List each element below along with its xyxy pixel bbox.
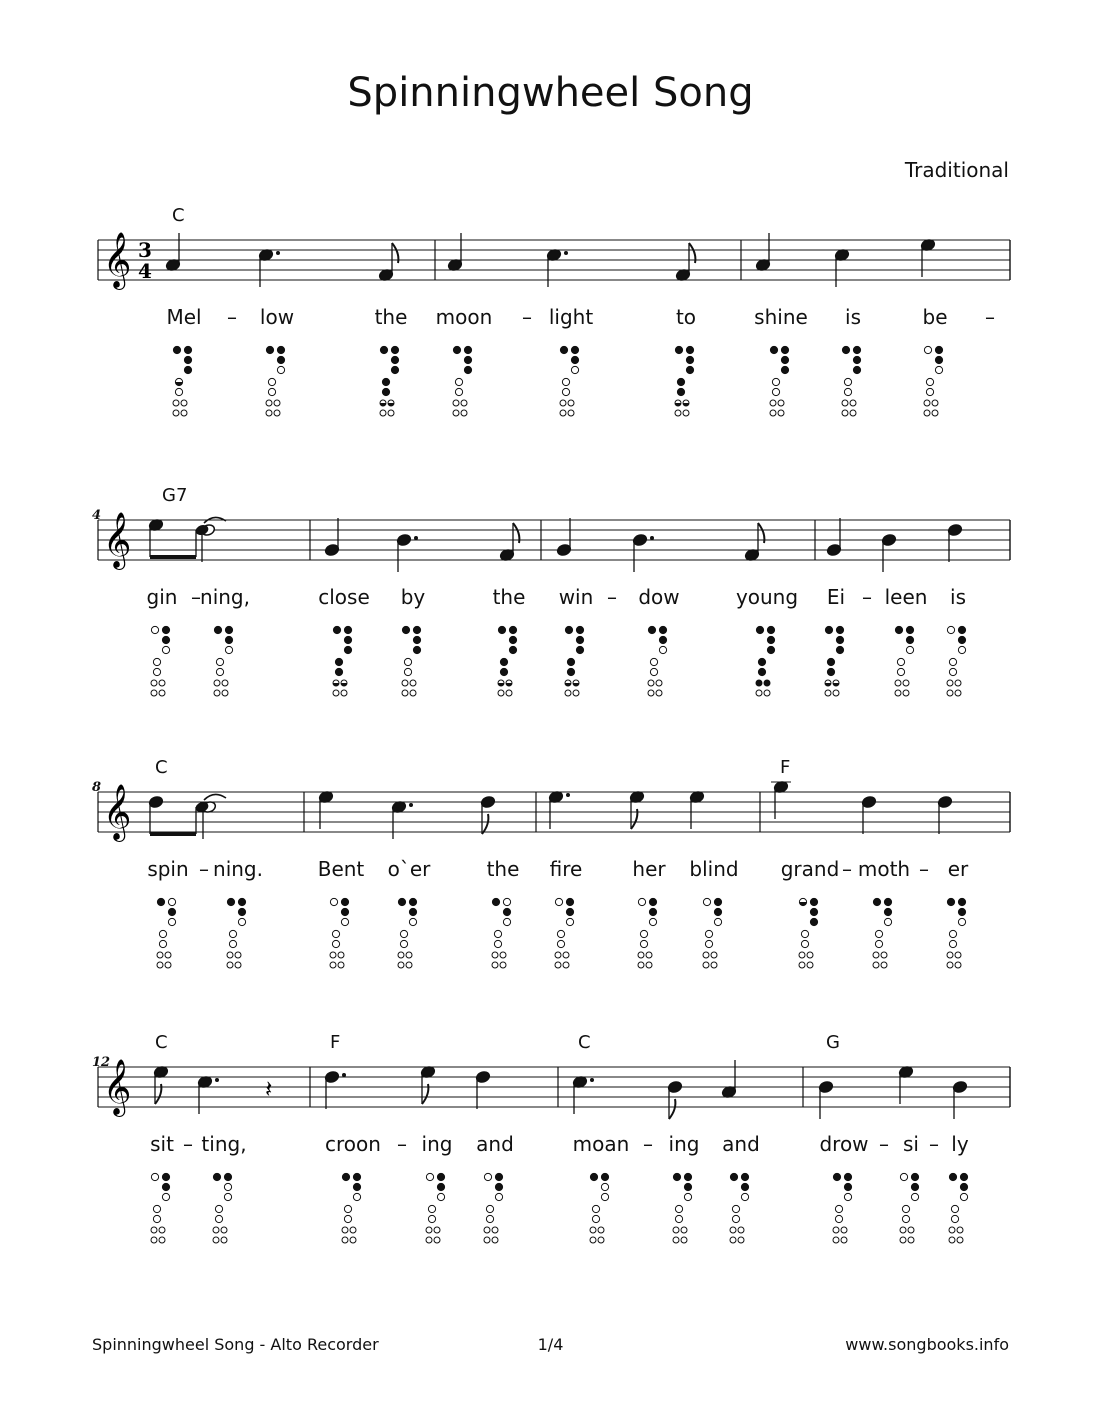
note	[165, 233, 180, 272]
lyric-syllable: ting,	[201, 1132, 247, 1156]
lyric-hyphen: –	[183, 1132, 193, 1156]
lyric-syllable: is	[950, 585, 966, 609]
lyric-syllable: close	[318, 585, 370, 609]
lyric-hyphen: –	[397, 1132, 407, 1156]
recorder-fingering-chart	[212, 625, 238, 715]
lyric-syllable: is	[845, 305, 861, 329]
lyric-syllable: shine	[754, 305, 808, 329]
tie	[204, 794, 226, 800]
treble-clef: 𝄞	[103, 1059, 132, 1115]
recorder-fingering-chart	[553, 897, 579, 987]
note	[898, 1065, 913, 1104]
note	[834, 248, 849, 287]
recorder-fingering-chart	[149, 1172, 175, 1262]
lyric-syllable: leen	[884, 585, 928, 609]
lyric-syllable: be	[922, 305, 948, 329]
note	[826, 518, 841, 557]
recorder-fingering-chart	[340, 1172, 366, 1262]
time-signature-bottom: 4	[138, 259, 152, 283]
lyric-syllable: drow	[819, 1132, 869, 1156]
note	[556, 518, 571, 557]
treble-clef: 𝄞	[103, 784, 132, 840]
recorder-fingering-chart	[563, 625, 589, 715]
system-3	[0, 757, 1101, 1007]
note	[675, 243, 695, 282]
recorder-fingering-chart	[588, 1172, 614, 1262]
note	[324, 518, 339, 557]
recorder-fingering-chart	[149, 625, 175, 715]
recorder-fingering-chart	[496, 625, 522, 715]
recorder-fingering-chart	[840, 345, 866, 435]
lyric-syllable: the	[374, 305, 408, 329]
note	[258, 248, 280, 287]
lyric-syllable: Bent	[317, 857, 365, 881]
recorder-fingering-chart	[171, 345, 197, 435]
recorder-fingering-chart	[797, 897, 823, 987]
footer-page: 1/4	[537, 1335, 564, 1354]
time-signature-top: 3	[138, 238, 152, 262]
lyric-hyphen: –	[985, 305, 995, 329]
note	[548, 790, 570, 829]
recorder-fingering-chart	[225, 897, 251, 987]
note	[572, 1075, 594, 1114]
note	[324, 1070, 346, 1109]
recorder-fingering-chart	[331, 625, 357, 715]
note	[629, 790, 644, 829]
recorder-fingering-chart	[211, 1172, 237, 1262]
recorder-fingering-chart	[671, 1172, 697, 1262]
lyric-syllable: her	[632, 857, 666, 881]
measure-number: 8	[92, 780, 102, 795]
lyric-hyphen: –	[191, 585, 201, 609]
treble-clef: 𝄞	[103, 512, 132, 568]
lyric-syllable: ning,	[200, 585, 250, 609]
recorder-fingering-chart	[898, 1172, 924, 1262]
recorder-fingering-chart	[482, 1172, 508, 1262]
lyric-syllable: sit	[150, 1132, 174, 1156]
recorder-fingering-chart	[871, 897, 897, 987]
note	[947, 523, 962, 562]
staff	[0, 1047, 1101, 1137]
lyric-syllable: blind	[689, 857, 739, 881]
lyric-syllable: si	[903, 1132, 919, 1156]
footer-left: Spinningwheel Song - Alto Recorder	[92, 1335, 379, 1354]
note	[318, 790, 333, 829]
chord-symbol: C	[578, 1032, 591, 1053]
recorder-fingering-chart	[893, 625, 919, 715]
rest: 𝄽	[265, 1075, 273, 1103]
recorder-fingering-chart	[646, 625, 672, 715]
system-2	[0, 485, 1101, 735]
recorder-fingering-chart	[490, 897, 516, 987]
note	[420, 1065, 435, 1104]
recorder-fingering-chart	[945, 625, 971, 715]
system-1	[0, 205, 1101, 455]
lyric-syllable: Mel	[166, 305, 202, 329]
lyric-hyphen: –	[929, 1132, 939, 1156]
lyric-syllable: ly	[951, 1132, 969, 1156]
recorder-fingering-chart	[922, 345, 948, 435]
note	[148, 795, 163, 834]
note	[861, 795, 876, 834]
footer-site: www.songbooks.info	[845, 1335, 1009, 1354]
note	[667, 1080, 682, 1119]
note	[447, 233, 462, 272]
recorder-fingering-chart	[558, 345, 584, 435]
lyric-hyphen: –	[919, 857, 929, 881]
staff	[0, 772, 1101, 862]
recorder-fingering-chart	[264, 345, 290, 435]
recorder-fingering-chart	[400, 625, 426, 715]
note	[480, 795, 495, 834]
lyric-syllable: spin	[147, 857, 189, 881]
recorder-fingering-chart	[945, 897, 971, 987]
recorder-fingering-chart	[636, 897, 662, 987]
note	[546, 248, 568, 287]
note	[771, 780, 791, 819]
lyric-syllable: low	[259, 305, 295, 329]
recorder-fingering-chart	[155, 897, 181, 987]
recorder-fingering-chart	[728, 1172, 754, 1262]
lyric-syllable: o`er	[387, 857, 431, 881]
note	[744, 523, 764, 562]
recorder-fingering-chart	[823, 625, 849, 715]
measure-number: 4	[92, 508, 102, 523]
recorder-fingering-chart	[673, 345, 699, 435]
lyric-syllable: light	[548, 305, 594, 329]
lyric-syllable: the	[492, 585, 526, 609]
lyric-syllable: the	[486, 857, 520, 881]
note	[755, 233, 770, 272]
note	[475, 1070, 490, 1109]
note	[881, 533, 896, 572]
lyric-syllable: er	[947, 857, 969, 881]
lyric-syllable: gin	[146, 585, 178, 609]
lyric-syllable: and	[476, 1132, 514, 1156]
lyric-hyphen: –	[227, 305, 237, 329]
note	[632, 533, 654, 572]
lyric-syllable: ing	[668, 1132, 700, 1156]
recorder-fingering-chart	[947, 1172, 973, 1262]
note	[153, 1065, 168, 1104]
note	[396, 533, 418, 572]
lyric-syllable: young	[735, 585, 799, 609]
chord-symbol: C	[155, 1032, 168, 1053]
chord-symbol: F	[330, 1032, 341, 1053]
lyric-syllable: dow	[638, 585, 680, 609]
lyric-syllable: grand	[780, 857, 840, 881]
recorder-fingering-chart	[424, 1172, 450, 1262]
lyric-syllable: to	[675, 305, 697, 329]
lyric-hyphen: –	[607, 585, 617, 609]
lyric-hyphen: –	[842, 857, 852, 881]
note	[197, 1075, 219, 1114]
staff	[0, 220, 1101, 310]
lyric-syllable: Ei	[826, 585, 846, 609]
recorder-fingering-chart	[768, 345, 794, 435]
measure-number: 12	[92, 1055, 111, 1070]
lyric-syllable: ning.	[213, 857, 263, 881]
chord-symbol: F	[780, 757, 791, 778]
note	[378, 243, 398, 282]
note	[952, 1080, 967, 1119]
lyric-syllable: fire	[549, 857, 583, 881]
note	[689, 790, 704, 829]
composer: Traditional	[904, 158, 1009, 182]
lyric-syllable: moon	[435, 305, 493, 329]
lyric-syllable: by	[400, 585, 426, 609]
system-4	[0, 1032, 1101, 1282]
recorder-fingering-chart	[451, 345, 477, 435]
lyric-syllable: ing	[421, 1132, 453, 1156]
note	[148, 518, 163, 557]
recorder-fingering-chart	[701, 897, 727, 987]
chord-symbol: C	[172, 205, 185, 226]
lyric-syllable: moth	[857, 857, 911, 881]
recorder-fingering-chart	[378, 345, 404, 435]
lyric-hyphen: –	[522, 305, 532, 329]
lyric-hyphen: –	[879, 1132, 889, 1156]
note	[937, 795, 952, 834]
note	[920, 238, 935, 277]
recorder-fingering-chart	[754, 625, 780, 715]
recorder-fingering-chart	[328, 897, 354, 987]
lyric-hyphen: –	[862, 585, 872, 609]
lyric-hyphen: –	[643, 1132, 653, 1156]
chord-symbol: C	[155, 757, 168, 778]
lyric-hyphen: –	[199, 857, 209, 881]
recorder-fingering-chart	[831, 1172, 857, 1262]
recorder-fingering-chart	[396, 897, 422, 987]
lyric-syllable: win	[558, 585, 594, 609]
note	[721, 1060, 736, 1099]
lyric-syllable: moan	[572, 1132, 630, 1156]
note	[499, 523, 519, 562]
lyric-syllable: croon	[325, 1132, 381, 1156]
chord-symbol: G	[826, 1032, 840, 1053]
treble-clef: 𝄞	[103, 232, 132, 288]
note	[818, 1080, 833, 1119]
staff	[0, 500, 1101, 590]
chord-symbol: G7	[162, 485, 188, 506]
page-title: Spinningwheel Song	[347, 70, 754, 116]
lyric-syllable: and	[722, 1132, 760, 1156]
note	[391, 800, 413, 839]
